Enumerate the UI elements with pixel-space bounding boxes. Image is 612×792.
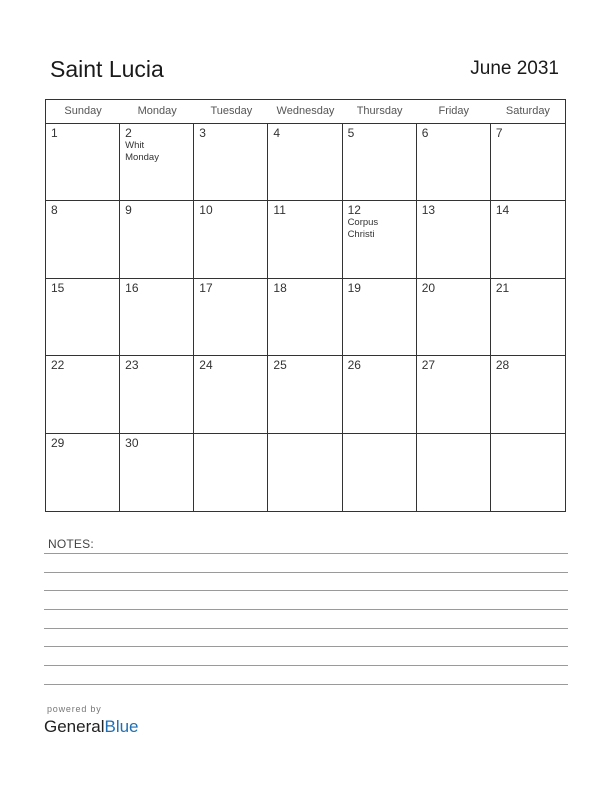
day-number: 26 [347, 358, 361, 373]
day-number: 28 [495, 358, 510, 373]
day-number: 12 [347, 203, 361, 218]
day-number: 9 [125, 203, 132, 218]
day-cell [417, 279, 491, 356]
day-cell [46, 201, 120, 278]
day-cell [46, 124, 120, 201]
brand-blue-text: Blue [104, 717, 139, 736]
day-number: 27 [421, 358, 436, 373]
day-number: 15 [51, 280, 65, 295]
weekday-header-wednesday: Wednesday [268, 100, 342, 124]
notes-line [44, 646, 568, 647]
day-number: 18 [273, 280, 287, 295]
day-number: 3 [199, 126, 206, 140]
country-title: Saint Lucia [50, 56, 164, 82]
notes-label: NOTES: [48, 537, 94, 551]
notes-line [44, 590, 568, 591]
day-number: 11 [273, 203, 286, 218]
day-cell [46, 434, 120, 511]
weekday-header-sunday: Sunday [46, 100, 120, 124]
day-cell [491, 124, 565, 201]
day-number: 13 [421, 203, 436, 218]
day-cell [268, 434, 342, 511]
day-cell [120, 279, 194, 356]
notes-line [44, 572, 568, 573]
day-number: 4 [273, 126, 281, 140]
day-cell [46, 356, 120, 433]
day-cell [268, 356, 342, 433]
weekday-header-monday: Monday [120, 100, 194, 124]
day-cell [194, 124, 268, 201]
day-cell [491, 201, 565, 278]
day-cell [120, 201, 194, 278]
day-number: 22 [51, 358, 65, 373]
day-cell [194, 279, 268, 356]
day-cell [343, 124, 417, 201]
day-number: 30 [125, 435, 139, 450]
weekday-header-tuesday: Tuesday [194, 100, 268, 124]
day-cell [417, 356, 491, 433]
day-number: 25 [273, 358, 287, 373]
day-number: 16 [125, 280, 139, 295]
day-cell [491, 356, 565, 433]
month-year-title: June 2031 [470, 58, 559, 79]
day-cell [417, 201, 491, 278]
day-number: 29 [51, 435, 65, 450]
day-cell [343, 434, 417, 511]
weekday-header-friday: Friday [417, 100, 491, 124]
generalblue-logo[interactable] [44, 716, 139, 738]
calendar-grid [45, 99, 566, 512]
day-cell [268, 279, 342, 356]
day-cell [120, 434, 194, 511]
day-cell [268, 201, 342, 278]
day-number: 17 [199, 280, 213, 295]
notes-line [44, 628, 568, 629]
day-number: 21 [495, 280, 510, 295]
day-cell [194, 201, 268, 278]
day-cell [120, 356, 194, 433]
notes-line [44, 665, 568, 666]
weekday-header-saturday: Saturday [491, 100, 565, 124]
holiday-label: Corpus Christi [347, 217, 379, 241]
notes-line [44, 684, 568, 685]
day-cell [343, 279, 417, 356]
day-number: 7 [495, 126, 503, 140]
day-cell [491, 434, 565, 511]
day-cell [343, 356, 417, 433]
day-number: 19 [347, 280, 361, 295]
day-number: 2 [125, 126, 132, 140]
day-cell [417, 124, 491, 201]
day-cell [46, 279, 120, 356]
day-cell [343, 201, 417, 278]
holiday-label: Whit Monday [125, 140, 159, 163]
day-number: 6 [421, 126, 429, 140]
day-cell [417, 434, 491, 511]
notes-line [44, 553, 568, 554]
day-number: 24 [199, 358, 213, 373]
day-number: 5 [347, 126, 355, 140]
day-cell [120, 124, 194, 201]
day-cell [268, 124, 342, 201]
powered-by-text: powered by [47, 704, 102, 714]
brand-general-text: General [44, 717, 105, 736]
day-number: 1 [51, 126, 58, 140]
day-cell [194, 434, 268, 511]
day-number: 10 [199, 203, 213, 218]
day-number: 8 [51, 203, 58, 218]
day-number: 23 [125, 358, 139, 373]
day-cell [194, 356, 268, 433]
notes-line [44, 609, 568, 610]
day-number: 20 [421, 280, 436, 295]
weekday-header-thursday: Thursday [343, 100, 417, 124]
day-cell [491, 279, 565, 356]
day-number: 14 [495, 203, 510, 218]
